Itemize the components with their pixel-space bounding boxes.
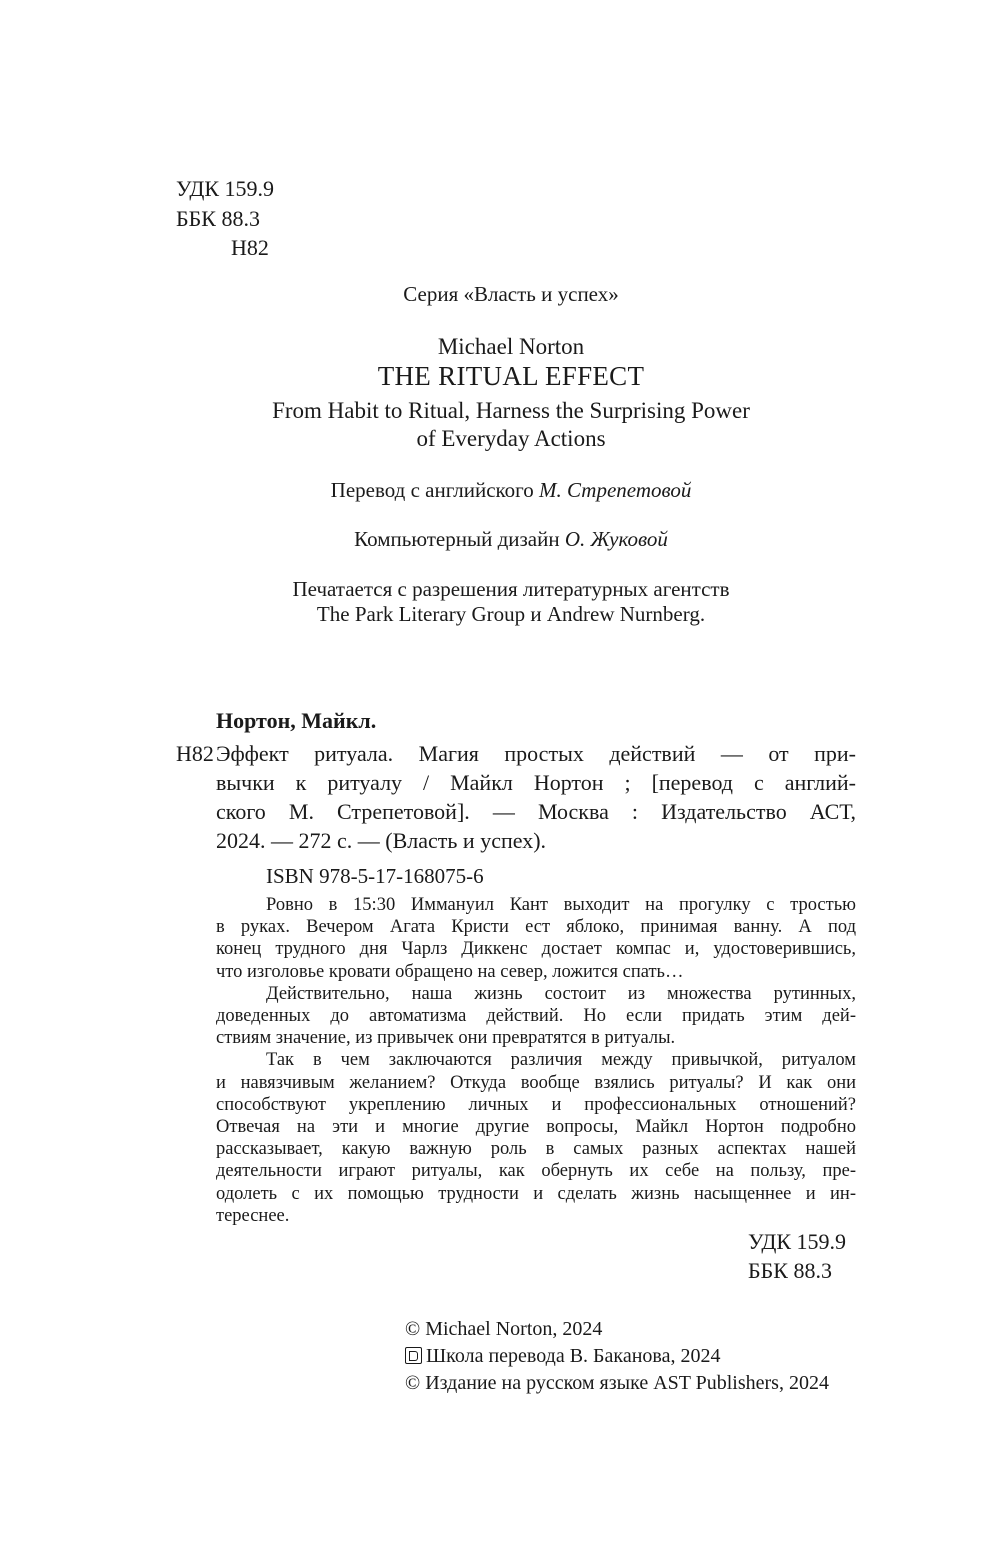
translator-name: М. Стрепетовой <box>539 478 692 502</box>
udk-code-bottom: УДК 159.9 <box>748 1229 847 1254</box>
annotation-line: Действительно, наша жизнь состоит из множества рутинных, <box>266 983 856 1004</box>
original-author: Michael Norton <box>437 334 585 359</box>
translation-school-logo-icon <box>405 1347 422 1364</box>
annotation-line: рассказывает, какую важную роль в самых разных аспектах нашей <box>216 1139 856 1160</box>
annotation-line: что изголовье кровати обращено на север, ложится спать… <box>216 961 684 982</box>
record-line: Эффект ритуала. Магия простых действий — от при- <box>216 741 856 766</box>
bbk-code-top: ББК 88.3 <box>176 206 260 231</box>
designer-name: О. Жуковой <box>564 527 668 551</box>
translation-label: Перевод с английского <box>330 478 539 502</box>
udk-code-top: УДК 159.9 <box>176 176 275 201</box>
copyright-line-3: © Издание на русском языке AST Publishers, 2024 <box>405 1372 829 1394</box>
design-label: Компьютерный дизайн <box>354 527 565 551</box>
isbn: ISBN 978-5-17-168075-6 <box>266 864 484 888</box>
series-title: Серия «Власть и успех» <box>403 282 619 306</box>
bbk-code-bottom: ББК 88.3 <box>748 1258 832 1283</box>
copyright-line-1: © Michael Norton, 2024 <box>405 1318 603 1340</box>
annotation-line: тереснее. <box>216 1205 290 1226</box>
original-subtitle-line-2: of Everyday Actions <box>416 426 606 451</box>
annotation-line: в руках. Вечером Агата Кристи ест яблоко, принимая ванну. А под <box>216 917 856 938</box>
original-subtitle-line-1: From Habit to Ritual, Harness the Surprising Power <box>272 398 750 423</box>
original-title: THE RITUAL EFFECT <box>377 361 645 391</box>
translation-credit <box>176 476 846 504</box>
annotation-line: ствиям значение, из привычек они превратятся в ритуалы. <box>216 1028 676 1049</box>
record-author-mark: Н82 <box>176 741 214 766</box>
record-author-heading: Нортон, Майкл. <box>216 708 377 733</box>
record-line: вычки к ритуалу / Майкл Нортон ; [перевод с англий- <box>216 770 856 795</box>
permission-line-2: The Park Literary Group и Andrew Nurnberg. <box>316 602 706 626</box>
annotation-line: деятельности играют ритуалы, как обернуть их себе на пользу, пре- <box>216 1161 856 1182</box>
author-mark-top: Н82 <box>231 235 269 260</box>
annotation-line: доведенных до автоматизма действий. Но если придать этим дей- <box>216 1006 856 1026</box>
record-line: ского М. Стрепетовой]. — Москва : Издательство АСТ, <box>216 799 856 824</box>
annotation-line: Ровно в 15:30 Иммануил Кант выходит на прогулку с тростью <box>266 895 856 915</box>
annotation-line: способствуют укреплению личных и профессиональных отношений? <box>216 1094 856 1115</box>
annotation-line: Так в чем заключаются различия между привычкой, ритуалом <box>266 1050 856 1071</box>
permission-line-1: Печатается с разрешения литературных агентств <box>292 577 730 601</box>
annotation-line: Отвечая на эти и многие другие вопросы, Майкл Нортон подробно <box>216 1117 856 1137</box>
annotation-line: и навязчивым желанием? Откуда вообще взялись ритуалы? И как они <box>216 1072 856 1093</box>
annotation-line: одолеть с их помощью трудности и сделать жизнь насыщеннее и ин- <box>216 1183 856 1204</box>
design-credit <box>176 525 846 553</box>
annotation-line: конец трудного дня Чарлз Диккенс достает компас и, удостоверившись, <box>216 939 856 960</box>
copyright-line-2-text: Школа перевода В. Баканова, 2024 <box>426 1345 721 1367</box>
record-line: 2024. — 272 с. — (Власть и успех). <box>216 828 547 853</box>
copyright-line-2 <box>405 1343 720 1370</box>
